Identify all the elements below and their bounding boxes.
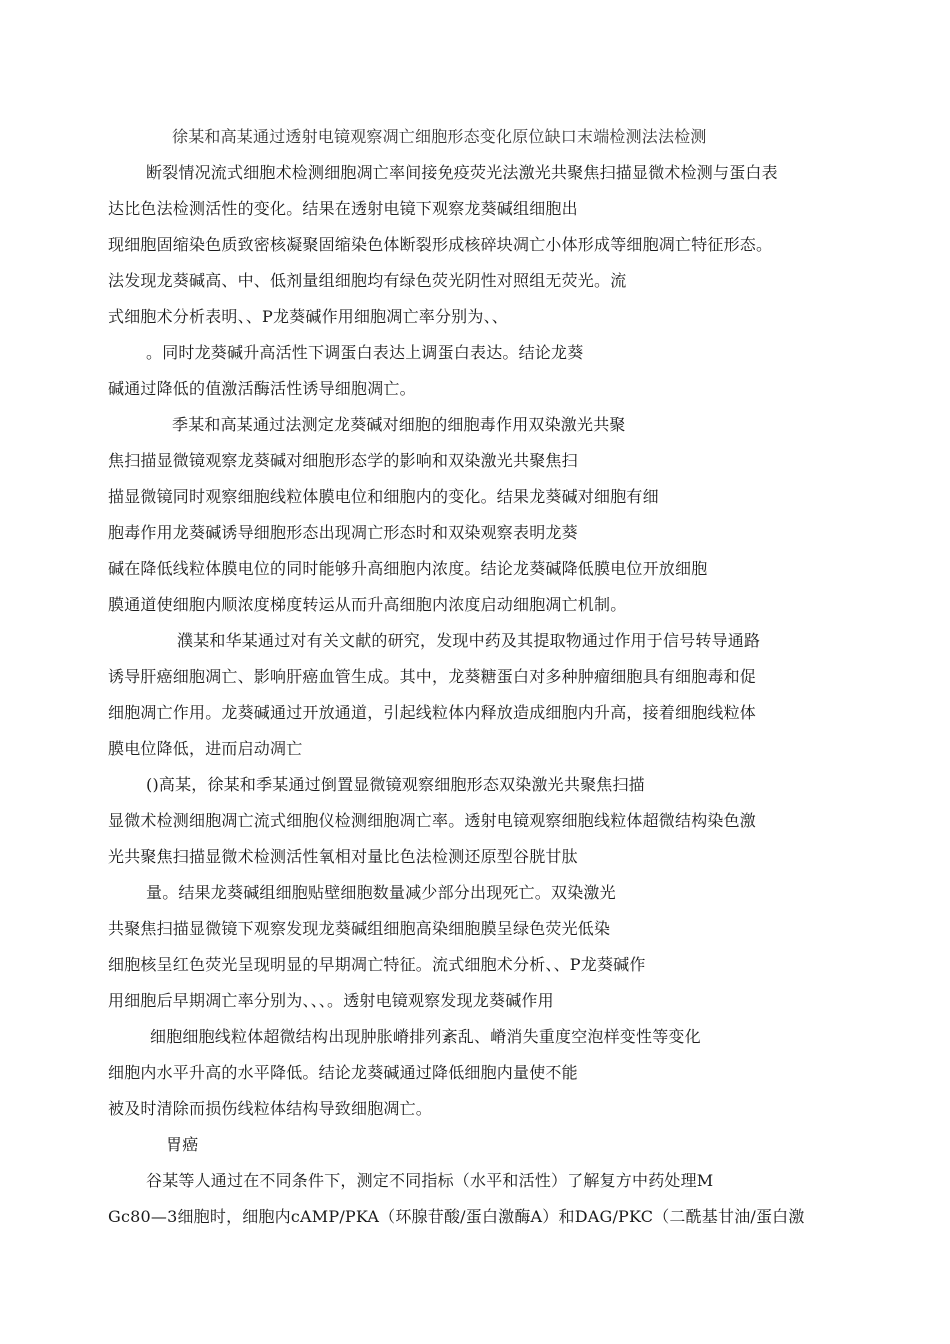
- text-line: 碱在降低线粒体膜电位的同时能够升高细胞内浓度。结论龙葵碱降低膜电位开放细胞: [108, 559, 708, 578]
- text-line: 细胞细胞线粒体超微结构出现肿胀嵴排列紊乱、嵴消失重度空泡样变性等变化: [150, 1027, 701, 1046]
- text-line: 被及时清除而损伤线粒体结构导致细胞凋亡。: [108, 1099, 433, 1118]
- text-line: 。同时龙葵碱升高活性下调蛋白表达上调蛋白表达。结论龙葵: [146, 343, 584, 362]
- text-line: Gc80—3细胞时，细胞内cAMP/PKA（环腺苷酸/蛋白激酶A）和DAG/PKC（二酰基甘油/蛋白激: [108, 1207, 805, 1226]
- text-line: 用细胞后早期凋亡率分别为、、、。透射电镜观察发现龙葵碱作用: [108, 991, 554, 1010]
- text-line: 细胞内水平升高的水平降低。结论龙葵碱通过降低细胞内量使不能: [108, 1063, 578, 1082]
- text-line: 描显微镜同时观察细胞线粒体膜电位和细胞内的变化。结果龙葵碱对细胞有细: [108, 487, 659, 506]
- text-line: 细胞凋亡作用。龙葵碱通过开放通道，引起线粒体内释放造成细胞内升高，接着细胞线粒体: [108, 703, 757, 722]
- text-line: 量。结果龙葵碱组细胞贴壁细胞数量减少部分出现死亡。双染激光: [146, 883, 616, 902]
- text-line: ()高某，徐某和季某通过倒置显微镜观察细胞形态双染激光共聚焦扫描: [146, 775, 645, 794]
- text-line: 断裂情况流式细胞术检测细胞凋亡率间接免疫荧光法激光共聚焦扫描显微术检测与蛋白表: [146, 163, 778, 182]
- text-line: 显微术检测细胞凋亡流式细胞仪检测细胞凋亡率。透射电镜观察细胞线粒体超微结构染色激: [108, 811, 757, 830]
- text-line: 焦扫描显微镜观察龙葵碱对细胞形态学的影响和双染激光共聚焦扫: [108, 451, 578, 470]
- text-line: 胞毒作用龙葵碱诱导细胞形态出现凋亡形态时和双染观察表明龙葵: [108, 523, 578, 542]
- text-line: 式细胞术分析表明、、P龙葵碱作用细胞凋亡率分别为、、: [108, 307, 508, 326]
- text-line: 碱通过降低的值激活酶活性诱导细胞凋亡。: [108, 379, 416, 398]
- text-line: 膜电位降低，进而启动凋亡: [108, 739, 303, 758]
- text-line: 现细胞固缩染色质致密核凝聚固缩染色体断裂形成核碎块凋亡小体形成等细胞凋亡特征形态。: [108, 235, 773, 254]
- text-line: 濮某和华某通过对有关文献的研究，发现中药及其提取物通过作用于信号转导通路: [177, 631, 761, 650]
- text-line: 法发现龙葵碱高、中、低剂量组细胞均有绿色荧光阴性对照组无荧光。流: [108, 271, 627, 290]
- text-line: 谷某等人通过在不同条件下，测定不同指标（水平和活性）了解复方中药处理M: [146, 1171, 714, 1190]
- text-line: 光共聚焦扫描显微术检测活性氧相对量比色法检测还原型谷胱甘肽: [108, 847, 578, 866]
- text-line: 季某和高某通过法测定龙葵碱对细胞的细胞毒作用双染激光共聚: [172, 415, 626, 434]
- text-line: 共聚焦扫描显微镜下观察发现龙葵碱组细胞高染细胞膜呈绿色荧光低染: [108, 919, 611, 938]
- text-line: 达比色法检测活性的变化。结果在透射电镜下观察龙葵碱组细胞出: [108, 199, 578, 218]
- section-heading: 胃癌: [166, 1135, 199, 1154]
- text-line: 诱导肝癌细胞凋亡、影响肝癌血管生成。其中，龙葵糖蛋白对多种肿瘤细胞具有细胞毒和促: [108, 667, 757, 686]
- text-line: 细胞核呈红色荧光呈现明显的早期凋亡特征。流式细胞术分析、、P龙葵碱作: [108, 955, 646, 974]
- text-line: 膜通道使细胞内顺浓度梯度转运从而升高细胞内浓度启动细胞凋亡机制。: [108, 595, 627, 614]
- text-line: 徐某和高某通过透射电镜观察凋亡细胞形态变化原位缺口末端检测法法检测: [172, 127, 707, 146]
